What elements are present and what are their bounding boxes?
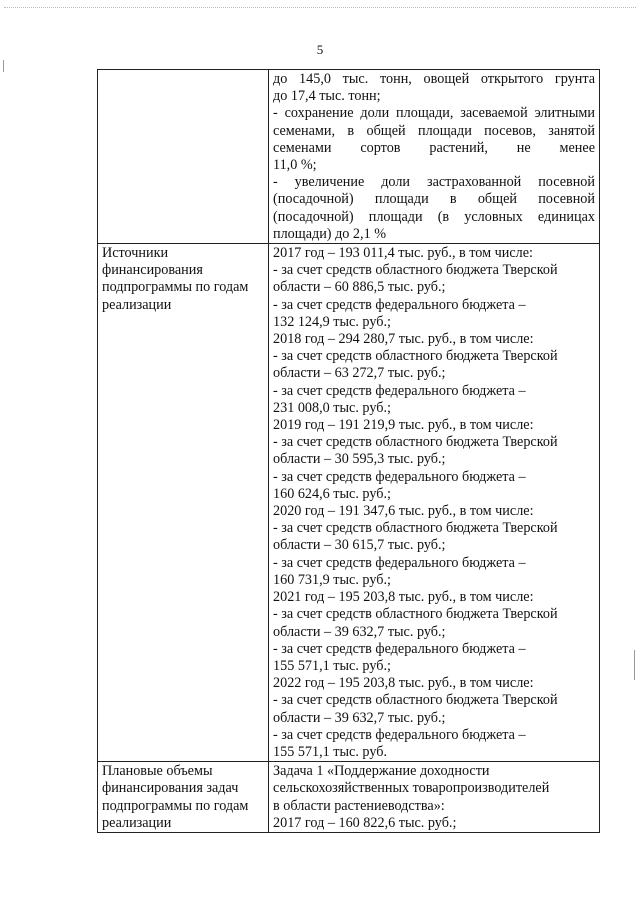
text-line: области – 30 595,3 тыс. руб.; [273,451,446,468]
text-line: - за счет средств областного бюджета Тверской [273,606,558,623]
row-content-cell [269,244,600,762]
text-line: 155 571,1 тыс. руб. [273,743,387,760]
text-line: - за счет средств областного бюджета Тверской [273,262,558,279]
text-line: - за счет средств областного бюджета Тверской [273,434,558,451]
text-line: 160 731,9 тыс. руб.; [273,571,391,588]
page-number: 5 [316,42,324,57]
text-line: области – 30 615,7 тыс. руб.; [273,537,446,554]
text-line: Задача 1 «Поддержание доходности [273,763,490,780]
text-line: - за счет средств федерального бюджета – [273,468,526,485]
table-row [98,244,600,762]
row-label-line: Плановые объемы [102,763,213,780]
text-line: - сохранение доли площади, засеваемой элитными [273,105,595,122]
text-line: 2022 год – 195 203,8 тыс. руб., в том числе: [273,675,534,692]
text-line: - за счет средств федерального бюджета – [273,640,526,657]
text-line: - за счет средств федерального бюджета – [273,554,526,571]
row-content-cell [269,70,600,244]
text-line: 155 571,1 тыс. руб.; [273,657,391,674]
text-line: - за счет средств областного бюджета Тверской [273,348,558,365]
text-line: 2021 год – 195 203,8 тыс. руб., в том числе: [273,589,534,606]
table-row [98,762,600,833]
row-label-cell [98,762,269,833]
text-line: 2017 год – 193 011,4 тыс. руб., в том числе: [273,245,533,262]
row-label-line: финансирования задач [102,780,239,797]
row-label-cell [98,70,269,244]
scan-margin-mark [634,650,635,680]
row-label-line: реализации [102,814,172,831]
text-line: сельскохозяйственных товаропроизводителей [273,780,550,797]
text-line: 2018 год – 294 280,7 тыс. руб., в том числе: [273,331,534,348]
text-line: семенами, в общей площади посевов, занятой [273,122,595,139]
text-line: 11,0 %; [273,157,317,174]
scan-edge-line [4,7,636,9]
text-line: (посадочной) площади (в условных единицах [273,208,595,225]
text-line: - за счет средств федерального бюджета – [273,382,526,399]
passport-table [97,69,600,833]
text-line: 231 008,0 тыс. руб.; [273,399,391,416]
text-line: до 145,0 тыс. тонн, овощей открытого грунта [273,71,595,87]
text-line: - за счет средств областного бюджета Тверской [273,520,558,537]
text-line: до 17,4 тыс. тонн; [273,88,381,105]
table-row [98,70,600,244]
text-line: 2017 год – 160 822,6 тыс. руб.; [273,814,457,831]
text-line: области – 39 632,7 тыс. руб.; [273,709,446,726]
text-line: - за счет средств областного бюджета Тверской [273,692,558,709]
text-line: 132 124,9 тыс. руб.; [273,313,391,330]
text-line: области – 60 886,5 тыс. руб.; [273,279,446,296]
text-line: площади) до 2,1 % [273,225,387,242]
text-line: - за счет средств федерального бюджета – [273,296,526,313]
text-line: 160 624,6 тыс. руб.; [273,485,391,502]
text-line: - увеличение доли застрахованной посевной [273,174,595,191]
row-label-line: реализации [102,296,172,313]
row-label-line: Источники [102,245,169,262]
row-label-cell [98,244,269,762]
text-line: области – 39 632,7 тыс. руб.; [273,623,446,640]
text-line: - за счет средств федерального бюджета – [273,726,526,743]
scan-margin-mark [3,60,4,72]
text-line: 2020 год – 191 347,6 тыс. руб., в том числе: [273,503,534,520]
text-line: области – 63 272,7 тыс. руб.; [273,365,446,382]
row-label-line: подпрограммы по годам [102,797,249,814]
row-label-line: подпрограммы по годам [102,279,249,296]
text-line: (посадочной) площади в общей посевной [273,191,595,208]
text-line: 2019 год – 191 219,9 тыс. руб., в том числе: [273,417,534,434]
text-line: в области растениеводства»: [273,797,445,814]
row-label-line: финансирования [102,262,203,279]
text-line: семенами сортов растений, не менее [273,139,595,156]
row-content-cell [269,762,600,833]
